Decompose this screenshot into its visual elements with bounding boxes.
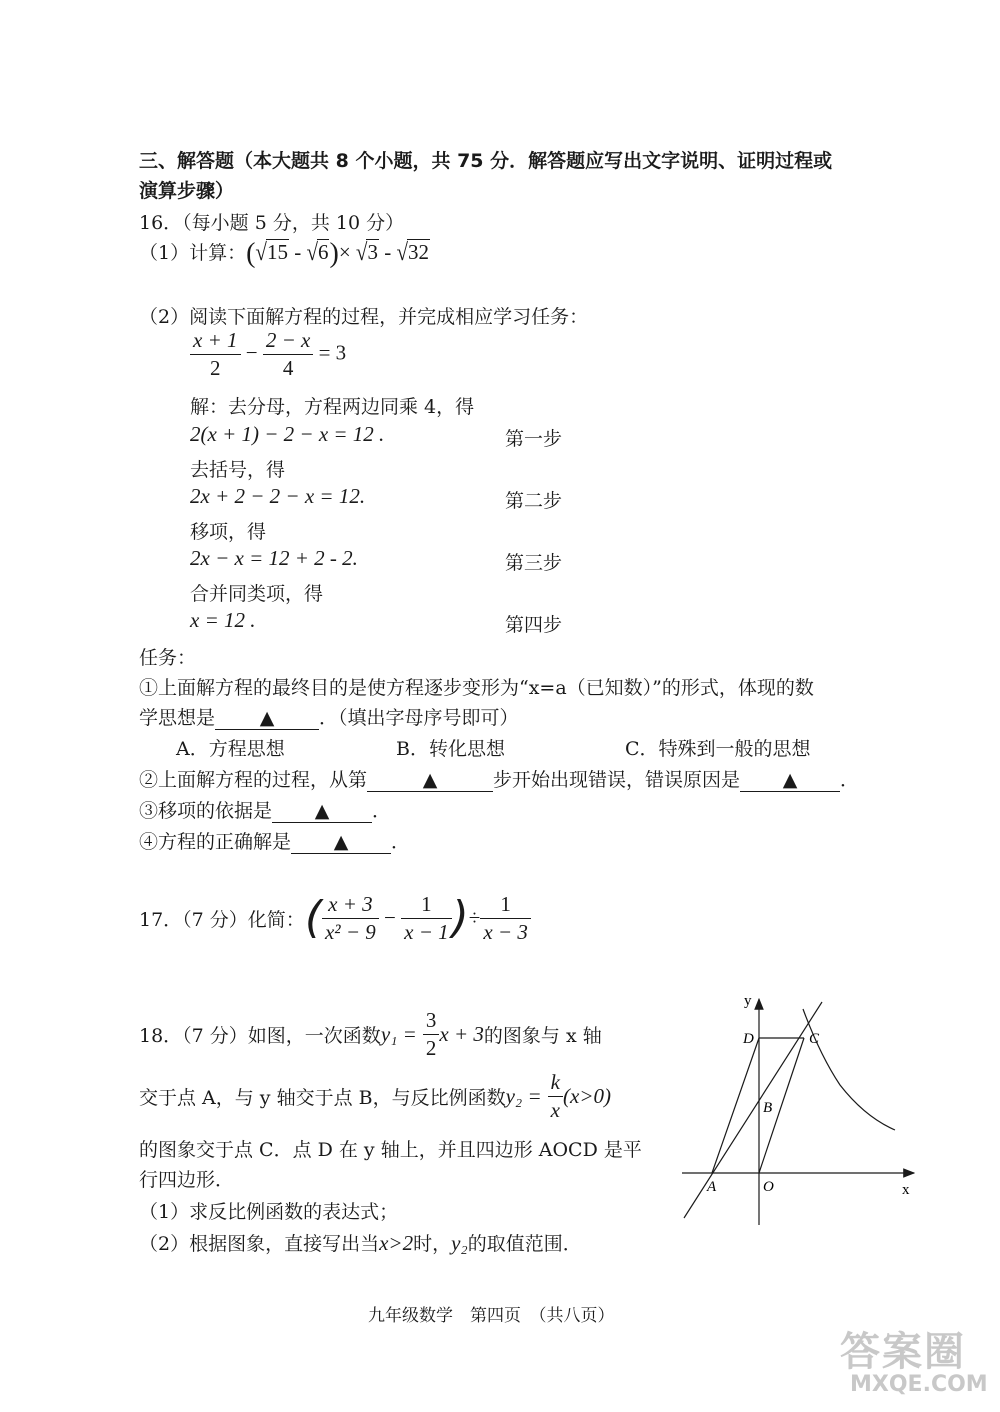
inverse-function-curve	[803, 1009, 895, 1130]
page-footer: 九年级数学 第四页 （共八页）	[368, 1306, 615, 1326]
option-b: B．转化思想	[396, 738, 505, 760]
function-graph	[670, 985, 930, 1230]
answer-blank[interactable]: ▲	[740, 770, 840, 792]
step3-intro: 移项，得	[190, 521, 267, 543]
section-title-cont: 演算步骤）	[139, 180, 235, 202]
watermark-logo: 答案圈	[840, 1329, 966, 1375]
answer-blank[interactable]: ▲	[367, 770, 493, 792]
q16-equation: $\frac{x + 1}{2}$ − $\frac{2 - x}{4}$ = 3	[190, 330, 346, 379]
step2-label: 第二步	[505, 490, 563, 512]
q18-line4: 行四边形．	[139, 1169, 235, 1191]
task1-line1: ①上面解方程的最终目的是使方程逐步变形为“x=a（已知数）”的形式，体现的数	[139, 677, 814, 699]
axis-x-label: x	[902, 1182, 910, 1198]
task4: ④方程的正确解是 ▲ ．	[139, 831, 411, 853]
solve-intro: 解：去分母，方程两边同乘 4，得	[190, 396, 475, 418]
step4-expr: x = 12 .	[190, 608, 256, 632]
answer-blank[interactable]: ▲	[291, 832, 391, 854]
step3-label: 第三步	[505, 552, 563, 574]
task3: ③移项的依据是 ▲ ．	[139, 800, 392, 822]
task1-line2: 学思想是 ▲ ．（填出字母序号即可）	[139, 707, 519, 729]
axis-y-label: y	[744, 993, 752, 1009]
option-c: C．特殊到一般的思想	[625, 738, 811, 760]
watermark-url: MXQE.COM	[850, 1372, 988, 1397]
point-b-label: B	[763, 1100, 773, 1116]
step1-label: 第一步	[505, 428, 563, 450]
task-label: 任务：	[139, 647, 197, 669]
q18-part1: （1）求反比例函数的表达式；	[139, 1201, 399, 1223]
step4-label: 第四步	[505, 614, 563, 636]
section-title: 三、解答题（本大题共 8 个小题，共 75 分．解答题应写出文字说明、证明过程或	[139, 150, 833, 172]
q16-header: 16．（每小题 5 分，共 10 分）	[139, 212, 405, 234]
q17-expr: ( $\frac{x + 3}{\text{x² − 9}}$ − $\frac{1}{x - 1}$ )÷ $\frac{1}{x - 3}$	[305, 904, 531, 928]
answer-blank[interactable]: ▲	[215, 708, 319, 730]
point-d-label: D	[743, 1031, 754, 1047]
q16-part1-expr: (√15 - √6)× √3 - √32	[246, 238, 429, 269]
q18-line3: 的图象交于点 C．点 D 在 y 轴上，并且四边形 AOCD 是平	[139, 1139, 642, 1161]
q16-part1	[139, 238, 430, 270]
step1-expr: 2(x + 1) − 2 − x = 12 .	[190, 422, 385, 446]
q18-line1: 18．（7 分）如图，一次函数y₁ = $\frac{3}{2}$ x + 3的图象与 x 轴	[139, 1008, 602, 1060]
task2: ②上面解方程的过程，从第 ▲ 步开始出现错误，错误原因是 ▲ ．	[139, 769, 860, 791]
point-a-label: A	[707, 1179, 717, 1195]
answer-blank[interactable]: ▲	[272, 801, 372, 823]
point-o-label: O	[763, 1179, 774, 1195]
step4-intro: 合并同类项，得	[190, 583, 324, 605]
step3-expr: 2x − x = 12 + 2 - 2.	[190, 546, 358, 570]
option-a: A．方程思想	[176, 738, 285, 760]
point-c-label: C	[809, 1031, 820, 1047]
segment-ad	[712, 1038, 759, 1173]
q16-part2-label: （2）阅读下面解方程的过程，并完成相应学习任务：	[139, 306, 589, 328]
q17-label: 17．（7 分）化简：	[139, 908, 305, 931]
q16-part1-label: （1）计算：	[139, 242, 247, 264]
step2-intro: 去括号，得	[190, 459, 286, 481]
step2-expr: 2x + 2 − 2 − x = 12.	[190, 484, 366, 508]
q18-part2: （2）根据图象，直接写出当x>2时，y₂的取值范围．	[139, 1231, 582, 1255]
q18-line2: 交于点 A，与 y 轴交于点 B，与反比例函数y₂ = $\frac{k}{x}$ (x>0)	[139, 1070, 611, 1122]
q17	[139, 894, 531, 943]
